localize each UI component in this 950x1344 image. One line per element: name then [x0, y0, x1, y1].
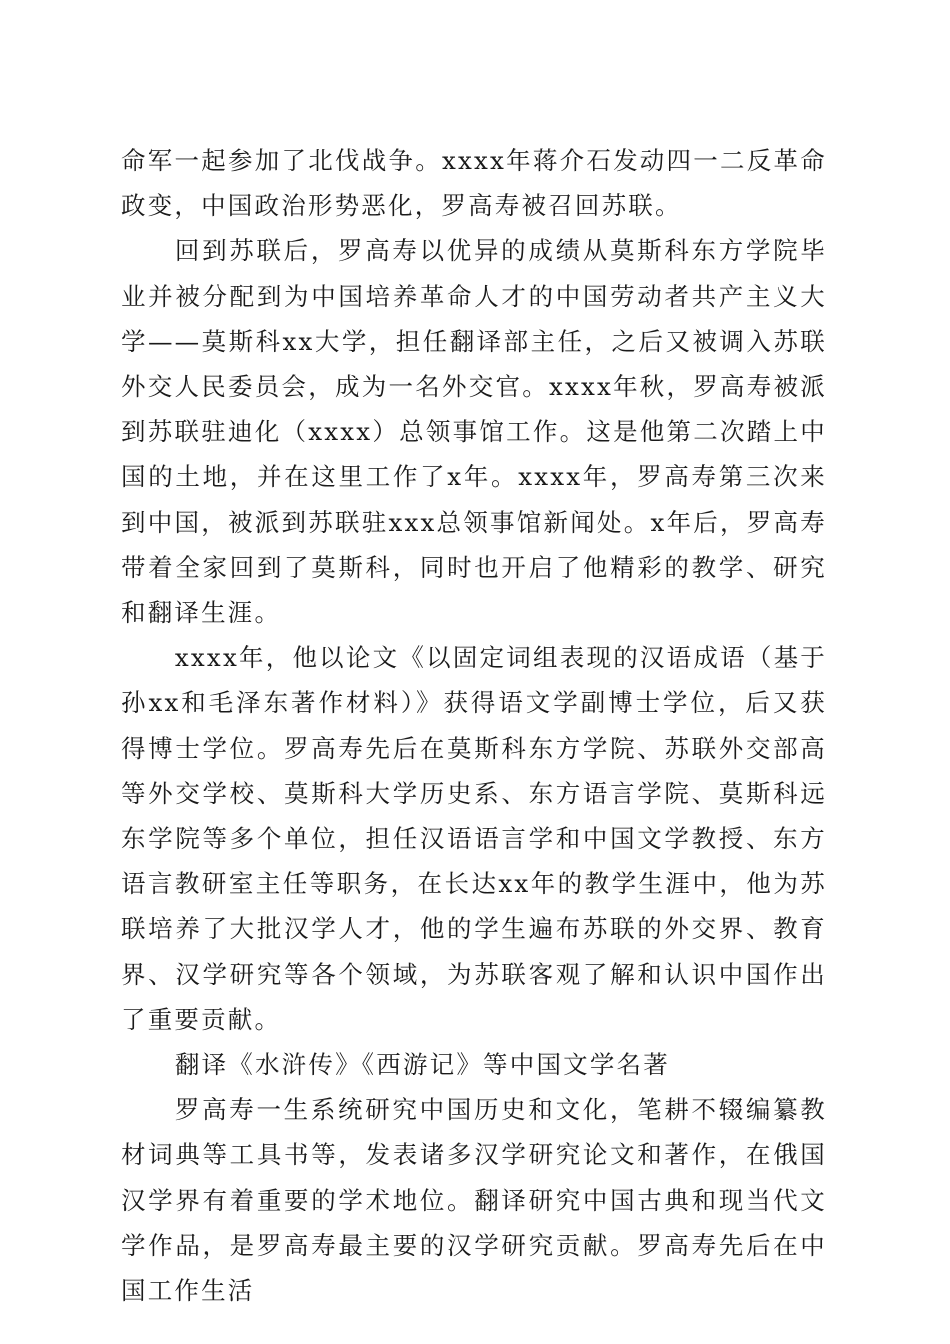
paragraph-translation-work: 罗高寿一生系统研究中国历史和文化，笔耕不辍编纂教材词典等工具书等，发表诸多汉学研究论文和著作，在俄国汉学界有着重要的学术地位。翻译研究中国古典和现当代文学作品，是罗高寿最主要的汉学研究贡献。罗高寿先后在中国工作生活 [121, 1095, 827, 1306]
paragraph-academic-career: xxxx年，他以论文《以固定词组表现的汉语成语（基于孙xx和毛泽东著作材料）》获得语文学副博士学位，后又获得博士学位。罗高寿先后在莫斯科东方学院、苏联外交部高等外交学校、莫斯科大学历史系、东方语言学院、莫斯科远东学院等多个单位，担任汉语语言学和中国文学教授、东方语言教研室主任等职务，在长达xx年的教学生涯中，他为苏联培养了大批汉学人才，他的学生遍布苏联的外交界、教育界、汉学研究等各个领域，为苏联客观了解和认识中国作出了重要贡献。 [121, 643, 827, 1034]
body-text [121, 138, 827, 1313]
paragraph-return-to-ussr: 回到苏联后，罗高寿以优异的成绩从莫斯科东方学院毕业并被分配到为中国培养革命人才的中国劳动者共产主义大学——莫斯科xx大学，担任翻译部主任，之后又被调入苏联外交人民委员会，成为一名外交官。xxxx年秋，罗高寿被派到苏联驻迪化（xxxx）总领事馆工作。这是他第二次踏上中国的土地，并在这里工作了x年。xxxx年，罗高寿第三次来到中国，被派到苏联驻xxx总领事馆新闻处。x年后，罗高寿带着全家回到了莫斯科，同时也开启了他精彩的教学、研究和翻译生涯。 [121, 236, 827, 628]
paragraph-continuation: 命军一起参加了北伐战争。xxxx年蒋介石发动四一二反革命政变，中国政治形势恶化，罗高寿被召回苏联。 [121, 146, 827, 221]
section-heading: 翻译《水浒传》《西游记》等中国文学名著 [174, 1050, 670, 1080]
